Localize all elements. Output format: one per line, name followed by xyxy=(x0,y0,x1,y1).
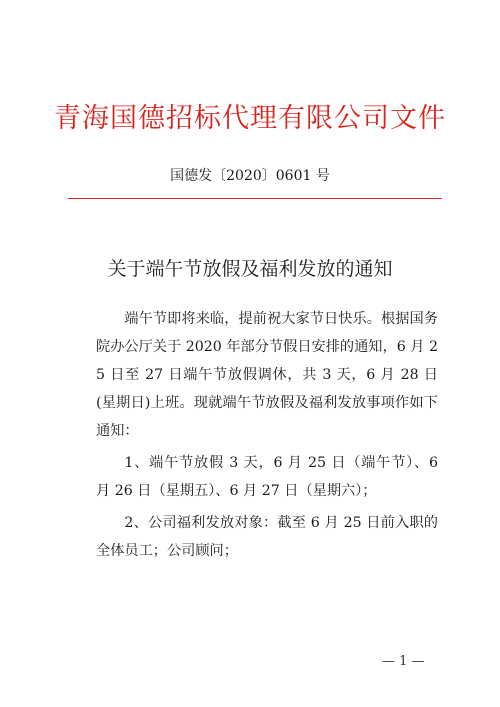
body-paragraph-item-1: 1、端午节放假 3 天，6 月 25 日（端午节）、6 月 26 日（星期五）、6 月 27 日（星期六）； xyxy=(96,455,438,499)
body-paragraph-intro: 端午节即将来临，提前祝大家节日快乐。根据国务院办公厅关于 2020 年部分节假日安排的通知，6 月 25 日至 27 日端午节放假调休，共 3 天，6 月 28 日(星期日)上班。现就端午节放假及福利发放事项作如下通知： xyxy=(96,311,438,439)
document-header-title: 青海国德招标代理有限公司文件 xyxy=(54,103,446,134)
page-number: — 1 — xyxy=(382,654,425,669)
document-number: 国德发〔2020〕0601 号 xyxy=(170,168,330,184)
body-paragraph-item-2: 2、公司福利发放对象：截至 6 月 25 日前入职的全体员工；公司顾问； xyxy=(96,515,438,559)
notice-title: 关于端午节放假及福利发放的通知 xyxy=(107,258,393,280)
header-divider xyxy=(68,198,442,199)
notice-body xyxy=(96,305,438,565)
